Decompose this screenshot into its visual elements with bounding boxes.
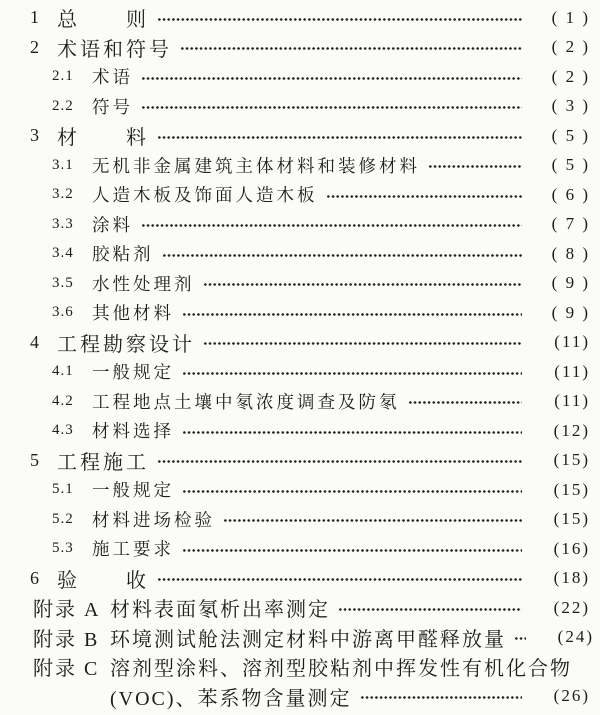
entry-title: 验 收 (57, 569, 149, 592)
dot-leader (182, 489, 522, 494)
entry-title: 总 则 (57, 9, 149, 32)
toc-entry (0, 328, 600, 358)
toc-entry (0, 357, 600, 387)
entry-title: 术语 (92, 67, 133, 88)
dot-leader (141, 76, 522, 81)
dot-leader (180, 46, 522, 51)
entry-number: 6 (30, 567, 39, 588)
entry-number: 3.2 (52, 186, 74, 203)
toc-entry (0, 505, 600, 535)
page-number: (11) (554, 361, 590, 381)
page-number: (15) (553, 450, 590, 470)
toc-entry (0, 92, 600, 122)
dot-leader (203, 282, 523, 287)
toc-entry (0, 269, 600, 299)
toc-entry (0, 593, 600, 623)
page-number: ( 9 ) (551, 273, 590, 293)
dot-leader (141, 105, 522, 110)
toc-entry (0, 151, 600, 181)
page-number: ( 9 ) (551, 302, 590, 322)
toc-entry (0, 446, 600, 476)
entry-title: 无机非金属建筑主体材料和装修材料 (92, 155, 420, 176)
toc-entry (0, 682, 600, 712)
entry-number: 3.6 (52, 304, 74, 321)
entry-title: 一般规定 (92, 362, 174, 383)
entry-number: 2.2 (52, 97, 74, 114)
entry-title: 溶剂型涂料、溶剂型胶粘剂中挥发性有机化合物 (110, 658, 572, 681)
entry-number: 附录 B (33, 628, 100, 651)
entry-number: 5 (30, 449, 39, 470)
page-number: ( 3 ) (551, 96, 590, 116)
entry-number: 3 (30, 125, 39, 146)
page-number: ( 6 ) (551, 184, 590, 204)
entry-title: 工程勘察设计 (57, 333, 195, 356)
entry-title: 材料选择 (92, 421, 174, 442)
page-number: ( 7 ) (551, 214, 590, 234)
entry-number: 5.3 (52, 540, 74, 557)
page-number: ( 5 ) (551, 155, 590, 175)
page-number: (26) (553, 686, 590, 706)
entry-title: 人造木板及饰面人造木板 (92, 185, 318, 206)
entry-number: 1 (30, 7, 39, 28)
toc-entry (0, 62, 600, 92)
entry-title: 施工要求 (92, 539, 174, 560)
entry-number: 附录 C (33, 658, 100, 681)
entry-title: 胶粘剂 (92, 244, 154, 265)
toc-entry (0, 387, 600, 417)
dot-leader (162, 253, 523, 258)
page-number: (22) (553, 597, 590, 617)
dot-leader (326, 194, 523, 199)
entry-title: 符号 (92, 96, 133, 117)
toc-entry (0, 3, 600, 33)
dot-leader (157, 135, 522, 140)
page-number: ( 5 ) (551, 125, 590, 145)
entry-number: 4 (30, 331, 39, 352)
entry-number: 3.1 (52, 156, 74, 173)
page-number: (15) (553, 509, 590, 529)
toc-entry (0, 475, 600, 505)
page-number: ( 2 ) (551, 66, 590, 86)
dot-leader (182, 371, 522, 376)
entry-title: 涂料 (92, 214, 133, 235)
toc-entry (0, 652, 600, 682)
toc-entry (0, 623, 600, 653)
page-number: (12) (553, 420, 590, 440)
entry-title: 其他材料 (92, 303, 174, 324)
entry-number: 2 (30, 36, 39, 57)
entry-number: 3.5 (52, 274, 74, 291)
page-number: (18) (553, 568, 590, 588)
toc-entry (0, 298, 600, 328)
entry-number: 4.2 (52, 392, 74, 409)
page-number: (11) (554, 391, 590, 411)
page-number: ( 8 ) (551, 243, 590, 263)
toc-entry (0, 210, 600, 240)
page-number: (15) (553, 479, 590, 499)
entry-number: 4.1 (52, 363, 74, 380)
toc-entry (0, 239, 600, 269)
page-number: (24) (557, 627, 594, 647)
dot-leader (428, 164, 522, 169)
dot-leader (182, 548, 522, 553)
dot-leader (360, 695, 522, 700)
entry-number: 3.4 (52, 245, 74, 262)
page-number: ( 2 ) (551, 37, 590, 57)
dot-leader (223, 518, 522, 523)
dot-leader (203, 341, 522, 346)
dot-leader (514, 636, 526, 641)
entry-title: 工程地点土壤中氡浓度调查及防氡 (92, 391, 400, 412)
entry-title: (VOC)、苯系物含量测定 (110, 687, 352, 710)
toc-entry (0, 416, 600, 446)
page-number: ( 1 ) (551, 7, 590, 27)
toc-entry (0, 121, 600, 151)
entry-title: 术语和符号 (57, 38, 172, 61)
entry-number: 4.3 (52, 422, 74, 439)
entry-number: 2.1 (52, 68, 74, 85)
toc-entry (0, 33, 600, 63)
dot-leader (182, 312, 522, 317)
dot-leader (141, 223, 522, 228)
dot-leader (157, 17, 522, 22)
entry-title: 材料进场检验 (92, 509, 215, 530)
entry-title: 水性处理剂 (92, 273, 195, 294)
entry-number: 附录 A (33, 599, 101, 622)
entry-title: 一般规定 (92, 480, 174, 501)
dot-leader (157, 459, 522, 464)
entry-title: 环境测试舱法测定材料中游离甲醛释放量 (110, 628, 506, 651)
entry-title: 材料表面氡析出率测定 (110, 599, 330, 622)
dot-leader (338, 607, 522, 612)
dot-leader (182, 430, 522, 435)
page-number: (16) (553, 538, 590, 558)
entry-number: 5.1 (52, 481, 74, 498)
entry-number: 5.2 (52, 510, 74, 527)
page-number: (11) (554, 332, 590, 352)
entry-title: 工程施工 (57, 451, 149, 474)
entry-number: 3.3 (52, 215, 74, 232)
entry-title: 材 料 (57, 127, 149, 150)
toc-entry (0, 180, 600, 210)
dot-leader (157, 577, 522, 582)
toc-entry (0, 534, 600, 564)
toc-entry (0, 564, 600, 594)
dot-leader (408, 400, 523, 405)
